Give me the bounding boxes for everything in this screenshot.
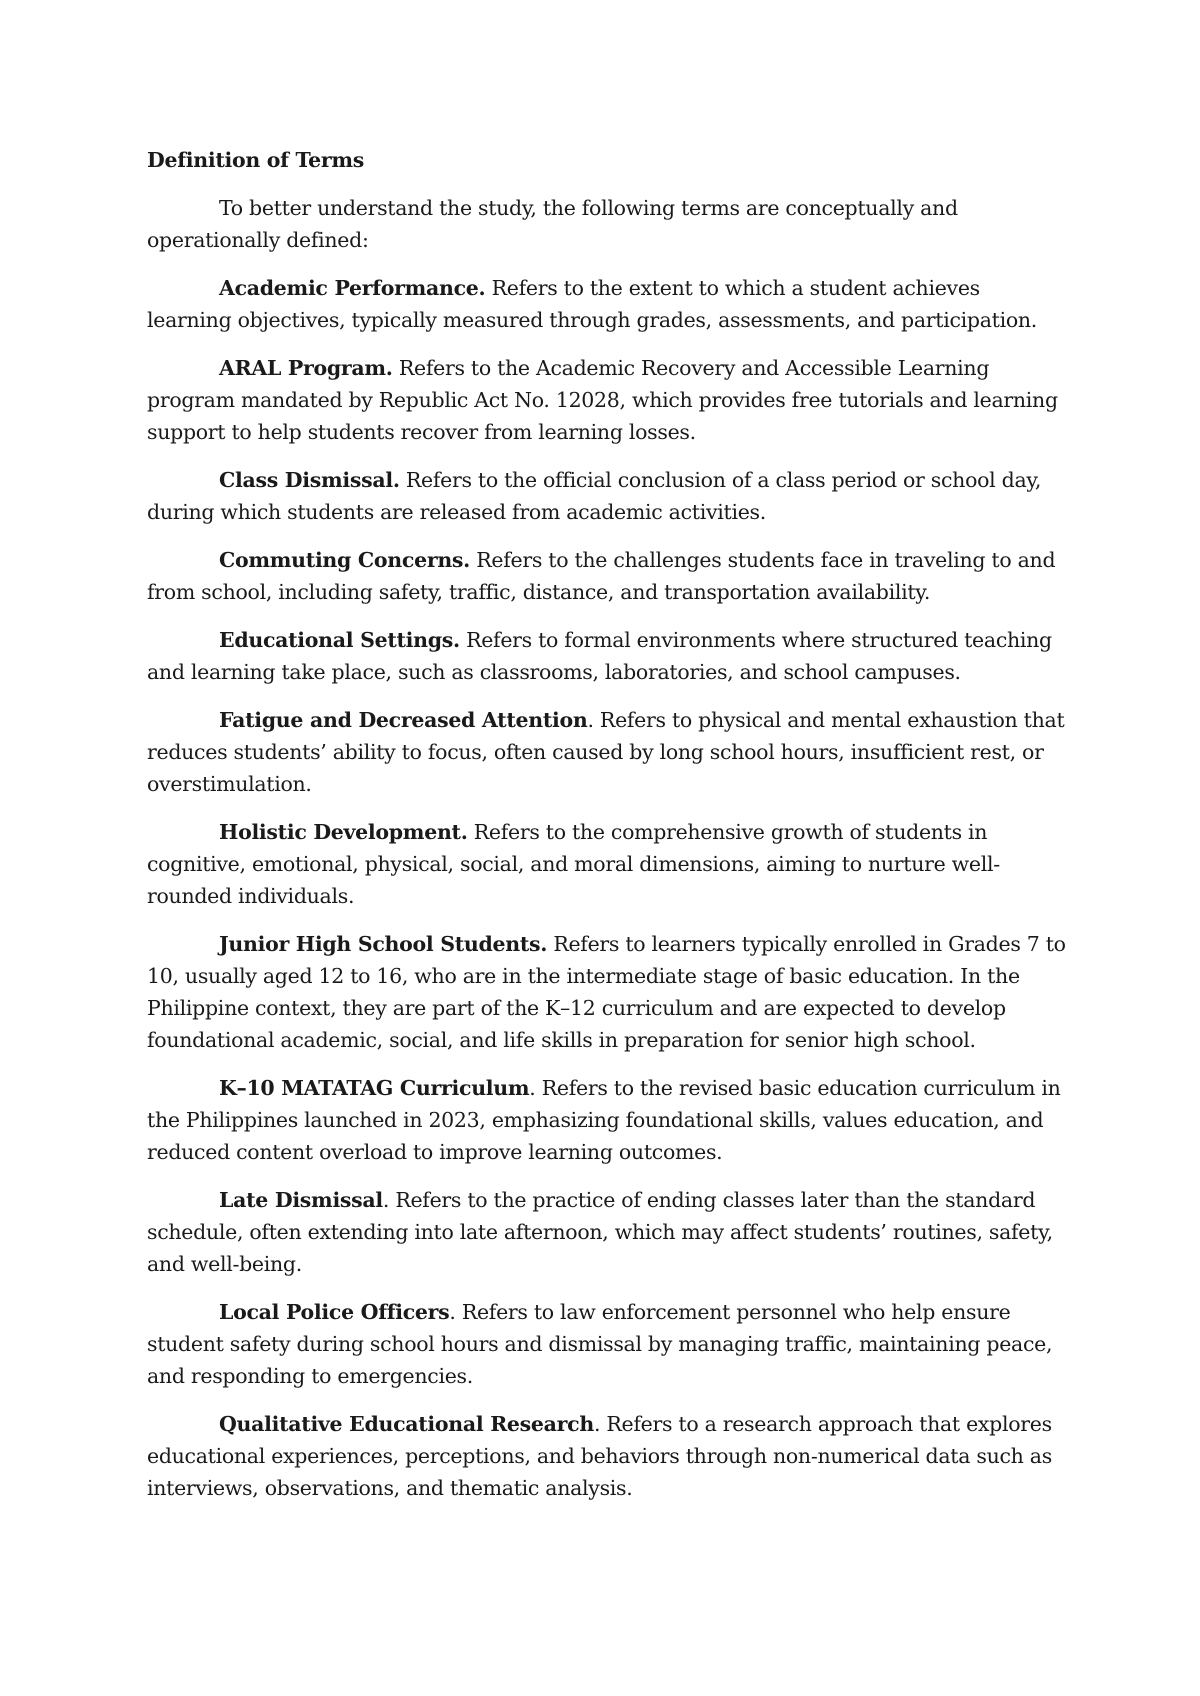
term-name: Class Dismissal. xyxy=(219,468,400,492)
term-definition: Refers to the challenges students face in traveling to and from school, including safety, traffic, distance, and transportation availability. xyxy=(147,548,1056,604)
term-commuting-concerns xyxy=(147,544,1067,608)
document-body xyxy=(147,144,1067,1520)
term-local-police-officers xyxy=(147,1296,1067,1392)
term-definition: . Refers to physical and mental exhaustion that reduces students’ ability to focus, often caused by long school hours, insufficient rest, or overstimulation. xyxy=(147,708,1065,796)
term-holistic-development xyxy=(147,816,1067,912)
term-name: Qualitative Educational Research xyxy=(219,1412,594,1436)
term-name: ARAL Program. xyxy=(219,356,393,380)
term-definition: . Refers to a research approach that explores educational experiences, perceptions, and behaviors through non-numerical data such as interviews, observations, and thematic analysis. xyxy=(147,1412,1052,1500)
term-definition: Refers to the comprehensive growth of students in cognitive, emotional, physical, social, and moral dimensions, aiming to nurture well-rounded individuals. xyxy=(147,820,1000,908)
term-aral-program xyxy=(147,352,1067,448)
term-definition: Refers to the official conclusion of a class period or school day, during which students are released from academic activities. xyxy=(147,468,1042,524)
term-name: Fatigue and Decreased Attention xyxy=(219,708,588,732)
intro-paragraph: To better understand the study, the following terms are conceptually and operationally defined: xyxy=(147,196,958,252)
term-name: Local Police Officers xyxy=(219,1300,450,1324)
term-educational-settings xyxy=(147,624,1067,688)
term-definition: . Refers to the revised basic education curriculum in the Philippines launched in 2023, emphasizing foundational skills, values education, and reduced content overload to improve learning outcomes. xyxy=(147,1076,1061,1164)
term-fatigue-and-decreased-attention xyxy=(147,704,1067,800)
term-name: Junior High School Students. xyxy=(219,932,548,956)
term-name: K–10 MATATAG Curriculum xyxy=(219,1076,530,1100)
term-definition: Refers to formal environments where structured teaching and learning take place, such as classrooms, laboratories, and school campuses. xyxy=(147,628,1052,684)
term-junior-high-school-students xyxy=(147,928,1067,1056)
term-name: Commuting Concerns. xyxy=(219,548,471,572)
term-late-dismissal xyxy=(147,1184,1067,1280)
term-class-dismissal xyxy=(147,464,1067,528)
term-definition: Refers to the extent to which a student achieves learning objectives, typically measured through grades, assessments, and participation. xyxy=(147,276,1038,332)
term-definition: . Refers to law enforcement personnel who help ensure student safety during school hours and dismissal by managing traffic, maintaining peace, and responding to emergencies. xyxy=(147,1300,1053,1388)
term-definition: Refers to the Academic Recovery and Accessible Learning program mandated by Republic Act No. 12028, which provides free tutorials and learning support to help students recover from learning losses. xyxy=(147,356,1058,444)
term-definition: . Refers to the practice of ending classes later than the standard schedule, often extending into late afternoon, which may affect students’ routines, safety, and well-being. xyxy=(147,1188,1053,1276)
term-definition: Refers to learners typically enrolled in Grades 7 to 10, usually aged 12 to 16, who are in the intermediate stage of basic education. In the Philippine context, they are part of the K–12 curriculum and are expected to develop foundational academic, social, and life skills in preparation for senior high school. xyxy=(147,932,1066,1052)
term-name: Educational Settings. xyxy=(219,628,460,652)
term-name: Late Dismissal xyxy=(219,1188,383,1212)
term-name: Holistic Development. xyxy=(219,820,468,844)
term-qualitative-educational-research xyxy=(147,1408,1067,1504)
term-academic-performance xyxy=(147,272,1067,336)
term-name: Academic Performance. xyxy=(219,276,486,300)
page-title: Definition of Terms xyxy=(147,148,364,172)
term-k10-matatag-curriculum xyxy=(147,1072,1067,1168)
